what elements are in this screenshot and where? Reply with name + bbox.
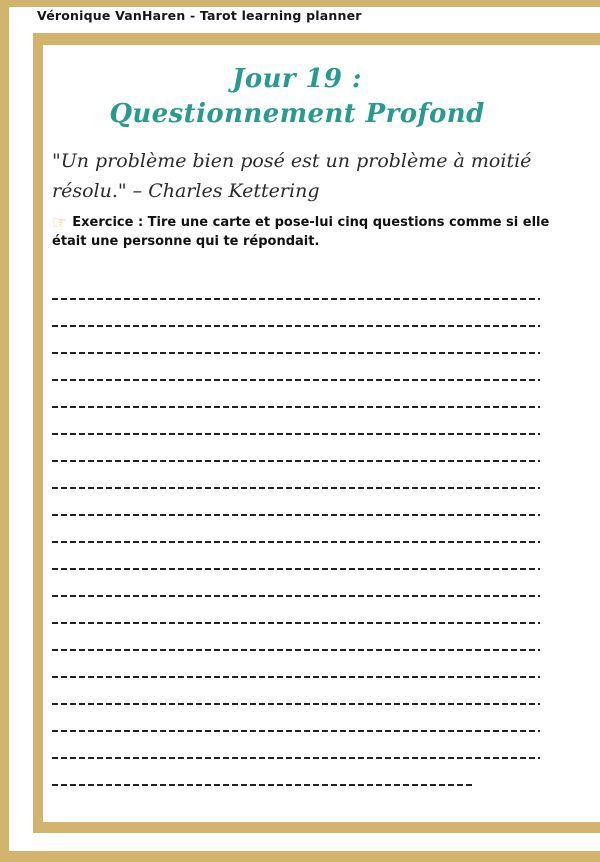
dashed-rule: [52, 487, 540, 489]
writing-line: [52, 586, 540, 613]
exercise: [52, 213, 552, 251]
dashed-rule: [52, 325, 540, 327]
writing-line: [52, 289, 540, 316]
dashed-rule: [52, 433, 540, 435]
writing-line: [52, 397, 540, 424]
writing-line: [52, 559, 540, 586]
outer-gold-border-left: [0, 0, 9, 862]
writing-line: [52, 721, 540, 748]
dashed-rule: [52, 784, 472, 786]
page-title: [43, 62, 551, 132]
page-title-line1: Jour 19 :: [232, 64, 362, 94]
outer-gold-border-bottom: [0, 851, 600, 862]
writing-line: [52, 640, 540, 667]
writing-line: [52, 343, 540, 370]
writing-line: [52, 613, 540, 640]
exercise-text: Exercice : Tire une carte et pose-lui cinq questions comme si elle était une personne qui te répondait.: [52, 215, 550, 249]
writing-line: [52, 667, 540, 694]
dashed-rule: [52, 460, 540, 462]
writing-line: [52, 478, 540, 505]
outer-gold-border-top: [0, 0, 600, 7]
dashed-rule: [52, 622, 540, 624]
dashed-rule: [52, 352, 540, 354]
quote-text: "Un problème bien posé est un problème à moitié résolu." – Charles Kettering: [52, 150, 532, 202]
dashed-rule: [52, 379, 540, 381]
writing-line: [52, 424, 540, 451]
pointing-right-icon: ☞: [52, 213, 68, 233]
document-header: Véronique VanHaren - Tarot learning planner: [37, 8, 362, 23]
dashed-rule: [52, 649, 540, 651]
dashed-rule: [52, 541, 540, 543]
writing-line: [52, 694, 540, 721]
dashed-rule: [52, 298, 540, 300]
dashed-rule: [52, 676, 540, 678]
writing-line: [52, 370, 540, 397]
dashed-rule: [52, 703, 540, 705]
dashed-rule: [52, 757, 540, 759]
dashed-rule: [52, 595, 540, 597]
dashed-rule: [52, 730, 540, 732]
writing-lines: [52, 289, 540, 802]
page-content: [43, 45, 551, 802]
writing-line: [52, 505, 540, 532]
dashed-rule: [52, 568, 540, 570]
writing-line: [52, 316, 540, 343]
page-title-line2: Questionnement Profond: [109, 99, 485, 129]
writing-line: [52, 775, 540, 802]
writing-line: [52, 748, 540, 775]
dashed-rule: [52, 514, 540, 516]
writing-line: [52, 451, 540, 478]
dashed-rule: [52, 406, 540, 408]
writing-line: [52, 532, 540, 559]
